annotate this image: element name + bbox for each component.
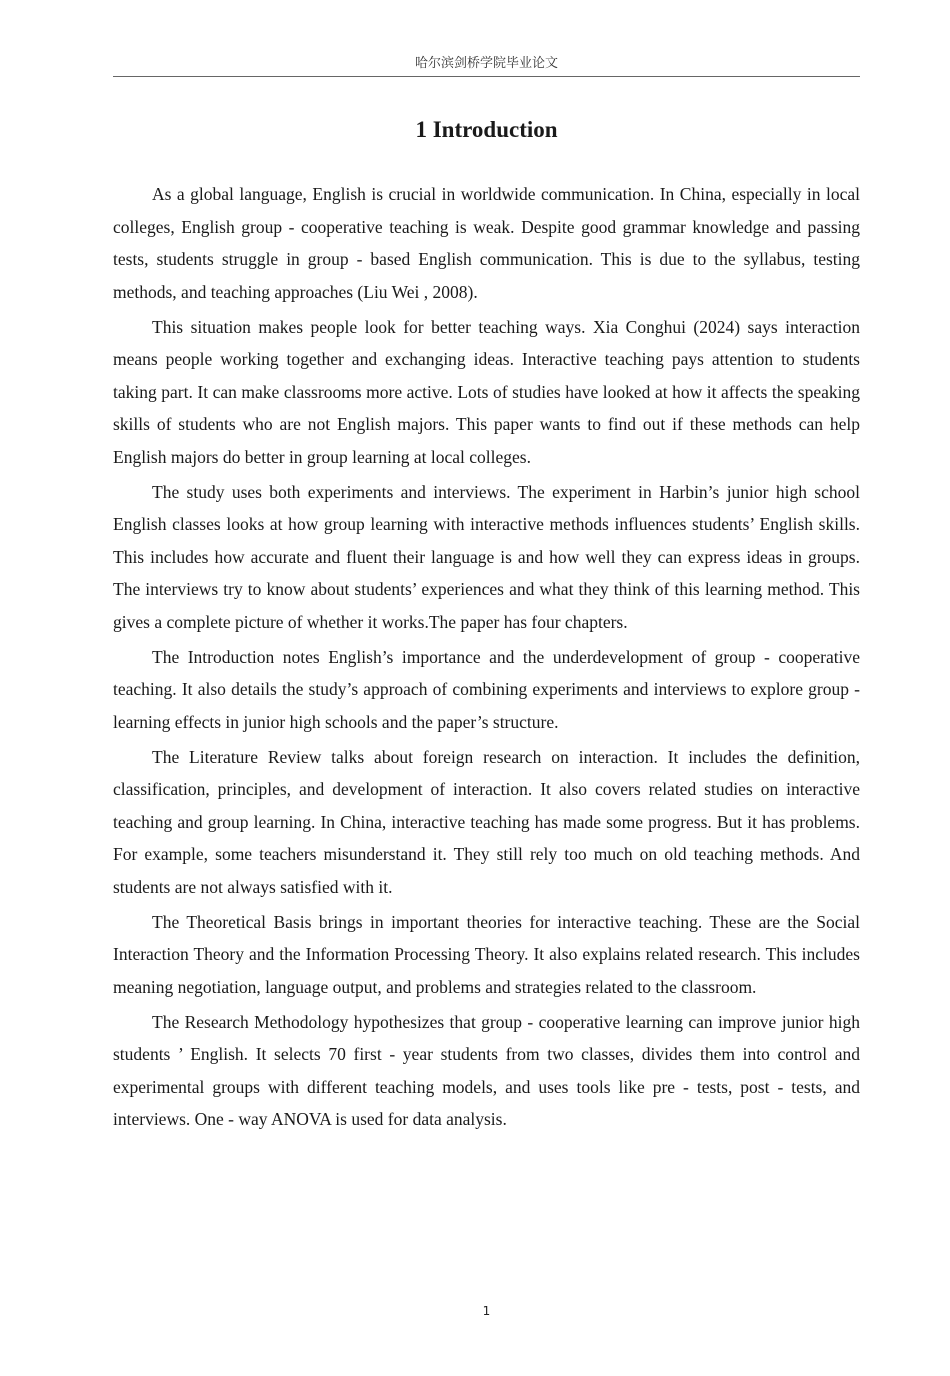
paragraph-study-design: The study uses both experiments and interviews. The experiment in Harbin’s junior high school English classes looks at how group learning with interactive methods influences students’ English skills. This includes how accurate and fluent their language is and how well they can express ideas in groups. The interviews try to know about students’ experiences and what they think of this learning method. This gives a complete picture of whether it works.The paper has four chapters.	[113, 481, 860, 632]
paragraph-motivation: This situation makes people look for better teaching ways. Xia Conghui (2024) says interaction means people working together and exchanging ideas. Interactive teaching pays attention to students taking part. It can make classrooms more active. Lots of studies have looked at how it affects the speaking skills of students who are not English majors. This paper wants to find out if these methods can help English majors do better in group learning at local colleges.	[113, 316, 860, 467]
page-number: 1	[482, 1304, 491, 1318]
running-header: 哈尔滨剑桥学院毕业论文	[414, 56, 558, 71]
header-rule	[113, 76, 860, 77]
body-text	[113, 178, 860, 1138]
paragraph-chapter-literature-review: The Literature Review talks about foreign research on interaction. It includes the definition, classification, principles, and development of interaction. It also covers related studies on interactive teaching and group learning. In China, interactive teaching has made some progress. But it has problems. For example, some teachers misunderstand it. They still rely too much on old teaching methods. And students are not always satisfied with it.	[113, 746, 860, 897]
paragraph-chapter-theoretical-basis: The Theoretical Basis brings in important theories for interactive teaching. These are the Social Interaction Theory and the Information Processing Theory. It also explains related research. This includes meaning negotiation, language output, and problems and strategies related to the classroom.	[113, 911, 860, 997]
paragraph-chapter-introduction: The Introduction notes English’s importance and the underdevelopment of group - cooperative teaching. It also details the study’s approach of combining experiments and interviews to explore group - learning effects in junior high schools and the paper’s structure.	[113, 646, 860, 732]
paragraph-intro-context: As a global language, English is crucial in worldwide communication. In China, especially in local colleges, English group - cooperative teaching is weak. Despite good grammar knowledge and passing tests, students struggle in group - based English communication. This is due to the syllabus, testing methods, and teaching approaches (Liu Wei , 2008).	[113, 184, 860, 302]
chapter-title: 1 Introduction	[415, 117, 558, 142]
paragraph-chapter-research-methodology: The Research Methodology hypothesizes that group - cooperative learning can improve junior high students ’ English. It selects 70 first - year students from two classes, divides them into control and experimental groups with different teaching models, and uses tools like pre - tests, post - tests, and interviews. One - way ANOVA is used for data analysis.	[113, 1011, 860, 1129]
